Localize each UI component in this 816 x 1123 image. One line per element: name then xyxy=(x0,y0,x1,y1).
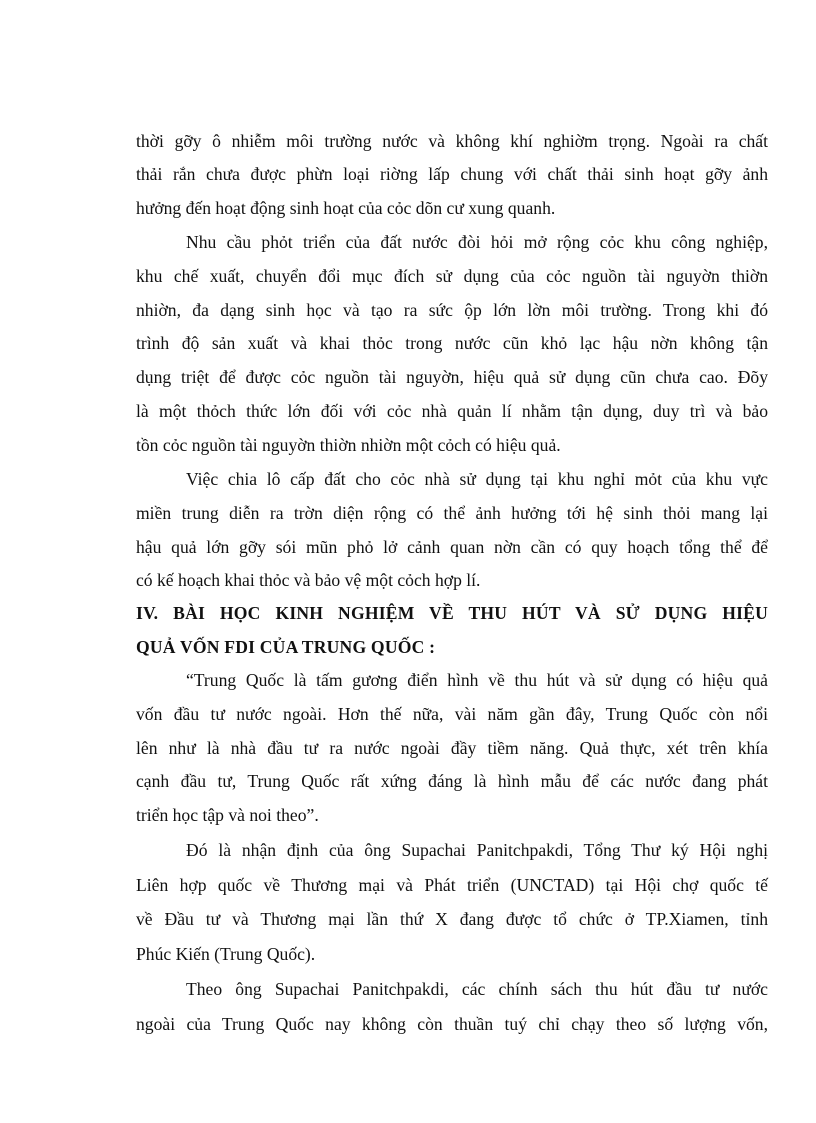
paragraph-line: Việc chia lô cấp đất cho cỏc nhà sử dụng tại khu nghỉ mỏt của khu vực xyxy=(186,469,768,489)
paragraph-line: Nhu cầu phỏt triển của đất nước đòi hỏi mở rộng cỏc khu công nghiệp, xyxy=(186,232,768,252)
paragraph-line: Đó là nhận định của ông Supachai Panitchpakdi, Tổng Thư ký Hội nghị xyxy=(186,840,768,860)
paragraph-line: lên như là nhà đầu tư ra nước ngoài đầy tiềm năng. Quả thực, xét trên khía xyxy=(136,738,768,758)
paragraph-line: ngoài của Trung Quốc nay không còn thuần tuý chỉ chạy theo số lượng vốn, xyxy=(136,1014,768,1034)
paragraph-line: vốn đầu tư nước ngoài. Hơn thế nữa, vài năm gần đây, Trung Quốc còn nổi xyxy=(136,704,768,724)
paragraph-line: hậu quả lớn gỡy sói mũn phỏ lở cảnh quan nờn cần có quy hoạch tổng thể để xyxy=(136,537,768,557)
paragraph-line: có kế hoạch khai thỏc và bảo vệ một cỏch hợp lí. xyxy=(136,570,481,590)
paragraph-line: cạnh đầu tư, Trung Quốc rất xứng đáng là hình mẫu để các nước đang phát xyxy=(136,771,768,791)
paragraph-line: trình độ sản xuất và khai thỏc trong nước cũn khỏ lạc hậu nờn không tận xyxy=(136,333,768,353)
paragraph-line: là một thỏch thức lớn đối với cỏc nhà quản lí nhằm tận dụng, duy trì và bảo xyxy=(136,401,768,421)
paragraph-line: hưởng đến hoạt động sinh hoạt của cỏc dõn cư xung quanh. xyxy=(136,198,556,218)
paragraph-line: tồn cỏc nguồn tài nguyờn thiờn nhiờn một cỏch có hiệu quả. xyxy=(136,435,561,455)
paragraph-line: miền trung diễn ra trờn diện rộng có thể ảnh hưởng tới hệ sinh thỏi mang lại xyxy=(136,503,768,523)
paragraph-line: Liên hợp quốc về Thương mại và Phát triển (UNCTAD) tại Hội chợ quốc tế xyxy=(136,875,768,895)
paragraph-line: khu chế xuất, chuyển đổi mục đích sử dụng của cỏc nguồn tài nguyờn thiờn xyxy=(136,266,768,286)
paragraph-line: Theo ông Supachai Panitchpakdi, các chính sách thu hút đầu tư nước xyxy=(186,979,768,999)
paragraph-line: thải rắn chưa được phừn loại riờng lấp chung với chất thải sinh hoạt gỡy ảnh xyxy=(136,164,768,184)
paragraph-line: thời gỡy ô nhiễm môi trường nước và không khí nghiờm trọng. Ngoài ra chất xyxy=(136,131,768,151)
paragraph-line: dụng triệt để được cỏc nguồn tài nguyờn, hiệu quả sử dụng cũn chưa cao. Đõy xyxy=(136,367,768,387)
paragraph-line: về Đầu tư và Thương mại lần thứ X đang được tổ chức ở TP.Xiamen, tỉnh xyxy=(136,909,768,929)
paragraph-line: nhiờn, đa dạng sinh học và tạo ra sức ộp lớn lờn môi trường. Trong khi đó xyxy=(136,300,768,320)
section-heading: QUẢ VỐN FDI CỦA TRUNG QUỐC : xyxy=(136,637,436,657)
section-heading: IV. BÀI HỌC KINH NGHIỆM VỀ THU HÚT VÀ SỬ DỤNG HIỆU xyxy=(136,603,768,623)
paragraph-line: triển học tập và noi theo”. xyxy=(136,805,319,825)
paragraph-line: Phúc Kiến (Trung Quốc). xyxy=(136,944,316,964)
paragraph-line: “Trung Quốc là tấm gương điển hình về thu hút và sử dụng có hiệu quả xyxy=(186,670,768,690)
